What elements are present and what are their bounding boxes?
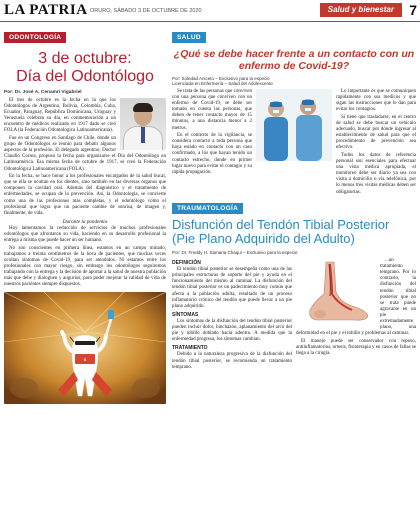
salud-byline-role: Licenciada en Enfermería – Salud del Adolescente — [172, 81, 273, 86]
tratamiento-text: Debido a la naturaleza progresiva de la disfunción del tendón tibial posterior, se recomienda un tratamiento temprano. — [172, 352, 292, 370]
trauma-paragraph: El manejo puede ser conservador con reposo, antiinflamatorios, ortesis, fisioterapia y en casos de fallas se llega a la cirugía. — [296, 338, 416, 356]
dental-illustration — [4, 292, 166, 404]
sintomas-text: Los síntomas de la disfunción del tendón tibial posterior pueden incluir dolor, hinchazón, aplanamiento del arco del pie y tobillo doblado hacia adentro. A medida que la enfermedad progresa, los síntomas cambian. — [172, 318, 292, 343]
issue-date: ORURO, SÁBADO 3 DE OCTUBRE DE 2020 — [90, 8, 202, 14]
tratamiento-title: TRATAMIENTO — [172, 345, 208, 352]
salud-paragraph: Si tiene que trasladarse, en el centro de salud se debe buscar un vehículo adecuado, buscar por dónde ingresar al establecimiento de salud para que el procedimiento de prevención sea efectivo. — [336, 114, 416, 151]
trauma-headline — [172, 218, 416, 246]
left-paragraph: Fue en un Congreso en Santiago de Chile, donde un grupo de Odontólogos se reunió para debatir algunos aspectos de la profesión. El delegado argentino, Doctor Claudio Correa, propuso la fecha para organizarse el Día del Odontólogo en Latinoamérica. Esa misma fecha de octubre de 1917, se creó la Federación Odontológica Latinoamericana (FOLA). — [4, 136, 166, 172]
salud-column-1 — [172, 89, 252, 197]
salud-body — [172, 89, 416, 197]
sintomas-title: SÍNTOMAS — [172, 311, 199, 318]
nurses-photo — [256, 89, 332, 161]
salud-headline: ¿Qué se debe hacer frente a un contacto con un enfermo de Covid-19? — [173, 48, 415, 72]
left-headline-line2: Día del Odontólogo — [16, 68, 154, 85]
left-paragraph: El tres de octubre es la fecha en la que los Odontólogos de Argentina, Bolivia, Colombia, Cuba, Ecuador, Paraguay, República Dominicana, Uruguay y Venezuela celebran su día, en conmemoración a un encuentro de médicos realizado en 1917 dado se creó FOLA (la Federación Odontológica Latinoamericana). — [4, 98, 116, 134]
trauma-body — [172, 258, 416, 372]
left-subhead: Durante la pandemia — [62, 218, 108, 225]
trauma-column-2 — [296, 258, 416, 372]
masthead — [0, 0, 420, 22]
svg-text:S: S — [83, 357, 87, 363]
trauma-headline-line1: Disfunción del Tendón Tibial Posterior — [172, 217, 390, 233]
tooth-hero-illustration — [4, 292, 166, 404]
left-body — [4, 98, 166, 288]
kicker-salud: SALUD — [172, 32, 206, 43]
author-portrait — [120, 98, 166, 150]
salud-paragraph: Se trata de las personas que conviven con una persona que conviven con un enfermo de Covid-19, se debe ser tomado en cuenta las personas, que deben de tener contacto mayor de 15 minutos, a una distancia menor a 2 metros. — [172, 89, 252, 131]
left-paragraph: Hoy lamentamos la reducción de servicios de muchos profesionales odontólogos que afrontaron su vida, haciendo en su desarrollo profesional la entrega a misma que puede hacer un ser humano. — [4, 225, 166, 244]
salud-byline — [172, 76, 416, 86]
definicion-text: El tendón tibial posterior se desempeña como una de las principales estructuras de soporte del pie y ayuda en el funcionamiento del mismo al caminar. La disfunción del tendón tibial posterior es un padecimiento muy común que afecta a la población adulta, resultado de un proceso inflamatorio crónico del tendón que puede llevar a un pie plano adquirido. — [172, 267, 292, 309]
trauma-headline-line2: (Pie Plano Adquirido del Adulto) — [172, 231, 355, 247]
definicion-title: DEFINICIÓN — [172, 260, 201, 267]
right-column — [172, 26, 416, 372]
kicker-odontologia: ODONTOLOGÍA — [4, 32, 66, 43]
kicker-traumatologia: TRAUMATOLOGÍA — [172, 203, 243, 214]
salud-paragraph: Lo importante es que se comuniquen rápidamente con sus médicos y que sigan las instrucciones que le dan para evitar los contagios. — [336, 89, 416, 113]
section-tab: Salud y bienestar — [320, 3, 402, 17]
salud-paragraph: En el contexto de la vigilancia, se considera contacto a toda persona que haya estado en contacto con un caso confirmado, a los que hayan tenido un contacto estrecho, donde en primer lugar nuevo para evitar el contagio y su rápida propagación. — [172, 133, 252, 175]
foot-anatomy-illustration — [296, 258, 376, 324]
left-byline: Por: Dr. José A. Cenamri Vigabriel — [4, 90, 82, 95]
trauma-byline: Por: Dr. Freddy H. Samaria Chaqui – Exclusivo para la especie — [172, 250, 298, 256]
trauma-paragraph: ...un tratamiento temprano. Por lo contrario, la disfunción del tendón tibial posterior que no se trata puede agravarse en un pie extremadamente plano, una deformidad en el pie y el tobillo y problemas al caminar. — [296, 258, 416, 337]
left-article — [4, 26, 166, 404]
left-paragraph: No son conscientes en primera línea, estamos en un campo minado, trabajamos a treinta centímetros de la boca de pacientes, que muchas veces ocultan síntomas de Covid-19, para ser atendidos. Ni estamos entre los profesionales con mayor riesgo, sin embargo los odontólogos seguiremos trabajando con la entrega y la decisión de aportar a la salud de nuestra población más que debe y dialoguen y augurios, para poder mejorar la calidad de vida de nuestros pacientes siempre dispuestos. — [4, 245, 166, 288]
left-paragraph: En la fecha, se hace honor a los profesionales encargados de la salud bucal, que se ella se ocultan en los dientes, sino también en las diversas órganos que componen la cavidad oral. Además del diagnóstico y el tratamiento de enfermedades, se ocupan de la prevención. Así, la Odontología, se convierte como una de las profesiones más completas, y el odontólogo como el profesional que logra que un paciente cambie de sonrisa, de imagen y, finalmente, de vida. — [4, 174, 166, 216]
salud-paragraph: Todos los datos de referencia personal son esenciales para efectuar una vista médica apropiada, el monitoreo debe ser diario ya sea con visita a domicilio o vía telefónica, por lo menos tres visitas médicas deben ser obligatorias. — [336, 152, 416, 195]
page-number: 7 — [409, 2, 417, 18]
salud-column-3 — [336, 89, 416, 197]
left-headline — [4, 50, 166, 86]
medical-staff-illustration — [256, 89, 332, 161]
left-headline-line1: 3 de octubre: — [38, 50, 132, 67]
trauma-column-1 — [172, 258, 292, 372]
salud-column-2 — [256, 89, 332, 197]
newspaper-logo: LA PATRIA — [4, 2, 88, 18]
foot-anatomy-photo — [296, 258, 376, 324]
salud-byline-author: Por: Soledad Aniceto – Exclusivo para la especie — [172, 76, 270, 81]
